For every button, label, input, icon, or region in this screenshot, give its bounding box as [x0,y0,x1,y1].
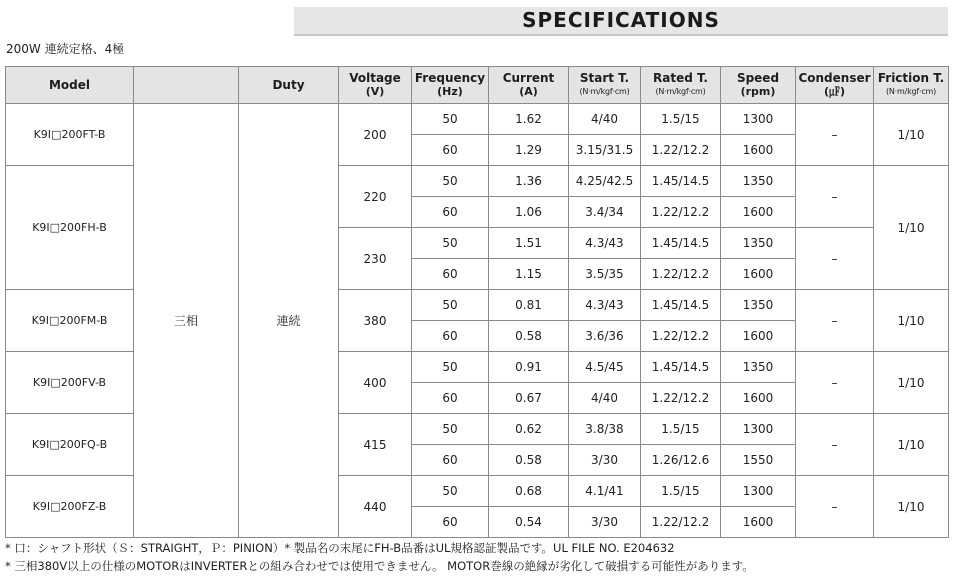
condenser-cell: – [796,290,874,352]
header-current [489,67,569,104]
speed-cell: 1350 [721,290,796,321]
current-cell: 1.06 [489,197,569,228]
header-start-t [569,67,641,104]
start-torque-cell: 4.25/42.5 [569,166,641,197]
rated-torque-cell: 1.22/12.2 [641,197,721,228]
rated-torque-cell: 1.22/12.2 [641,259,721,290]
speed-cell: 1350 [721,352,796,383]
frequency-cell: 60 [412,259,489,290]
current-cell: 1.36 [489,166,569,197]
friction-cell: 1/10 [874,166,949,290]
page-title: SPECIFICATIONS [522,8,720,32]
speed-cell: 1300 [721,104,796,135]
header-voltage-label: Voltage [349,71,401,85]
table-row [6,104,949,135]
current-cell: 1.15 [489,259,569,290]
speed-cell: 1600 [721,259,796,290]
voltage-cell: 400 [339,352,412,414]
current-cell: 0.58 [489,321,569,352]
frequency-cell: 50 [412,290,489,321]
current-cell: 0.62 [489,414,569,445]
frequency-cell: 60 [412,135,489,166]
rated-torque-cell: 1.26/12.6 [641,445,721,476]
condenser-cell: – [796,104,874,166]
header-condenser-unit: (㎌) [823,85,846,98]
speed-cell: 1600 [721,507,796,538]
model-name-cell: K9I□200FM-B [6,290,134,352]
rated-torque-cell: 1.22/12.2 [641,383,721,414]
start-torque-cell: 4.3/43 [569,290,641,321]
duty-cell: 連続 [239,104,339,538]
current-cell: 0.58 [489,445,569,476]
current-cell: 1.29 [489,135,569,166]
start-torque-cell: 3.8/38 [569,414,641,445]
header-rated-t [641,67,721,104]
start-torque-cell: 4.5/45 [569,352,641,383]
header-speed-unit: (rpm) [740,85,776,98]
start-torque-cell: 3/30 [569,507,641,538]
start-torque-cell: 3.15/31.5 [569,135,641,166]
voltage-cell: 230 [339,228,412,290]
header-condenser-label: Condenser [798,71,871,85]
current-cell: 0.54 [489,507,569,538]
friction-cell: 1/10 [874,476,949,538]
header-row [6,67,949,104]
header-rated-t-unit: (N·m/kgf·cm) [655,87,706,96]
speed-cell: 1600 [721,197,796,228]
model-name-cell: K9I□200FQ-B [6,414,134,476]
condenser-cell: – [796,476,874,538]
header-voltage-unit: (V) [365,85,385,98]
header-rated-t-label: Rated T. [653,71,708,85]
condenser-cell: – [796,228,874,290]
speed-cell: 1600 [721,135,796,166]
header-model [6,67,134,104]
current-cell: 0.81 [489,290,569,321]
current-cell: 0.68 [489,476,569,507]
start-torque-cell: 4.3/43 [569,228,641,259]
header-frequency-unit: (Hz) [437,85,463,98]
header-current-label: Current [502,71,555,85]
frequency-cell: 60 [412,321,489,352]
start-torque-cell: 3/30 [569,445,641,476]
footnote: * 三相380V以上の仕様のMOTORはINVERTERとの組み合わせでは使用できません。 MOTOR巻線の絶縁が劣化して破損する可能性があります。 [5,559,754,573]
header-speed [721,67,796,104]
condenser-cell: – [796,352,874,414]
start-torque-cell: 3.4/34 [569,197,641,228]
rated-torque-cell: 1.5/15 [641,104,721,135]
speed-cell: 1600 [721,321,796,352]
frequency-cell: 50 [412,352,489,383]
model-name-cell: K9I□200FZ-B [6,476,134,538]
speed-cell: 1350 [721,228,796,259]
frequency-cell: 50 [412,104,489,135]
rated-torque-cell: 1.45/14.5 [641,228,721,259]
rated-torque-cell: 1.45/14.5 [641,290,721,321]
footnote: * 口：シャフト形状（Ｓ：STRAIGHT，Ｐ：PINION）* 製品名の末尾にFH-B品番はUL規格認証製品です。UL FILE NO. E204632 [5,541,675,555]
start-torque-cell: 3.5/35 [569,259,641,290]
voltage-cell: 440 [339,476,412,538]
current-cell: 1.51 [489,228,569,259]
rated-torque-cell: 1.5/15 [641,476,721,507]
rated-torque-cell: 1.22/12.2 [641,321,721,352]
voltage-cell: 415 [339,414,412,476]
header-friction [874,67,949,104]
speed-cell: 1300 [721,414,796,445]
header-frequency-label: Frequency [414,71,486,85]
spec-table-body [6,104,949,538]
frequency-cell: 50 [412,166,489,197]
header-start-t-label: Start T. [579,71,630,85]
current-cell: 0.67 [489,383,569,414]
model-name-cell: K9I□200FV-B [6,352,134,414]
speed-cell: 1550 [721,445,796,476]
current-cell: 1.62 [489,104,569,135]
rated-torque-cell: 1.45/14.5 [641,166,721,197]
model-name-cell: K9I□200FT-B [6,104,134,166]
start-torque-cell: 4.1/41 [569,476,641,507]
frequency-cell: 50 [412,228,489,259]
current-cell: 0.91 [489,352,569,383]
condenser-cell: – [796,166,874,228]
frequency-cell: 50 [412,476,489,507]
footnotes [5,539,754,575]
header-speed-label: Speed [736,71,780,85]
rated-torque-cell: 1.22/12.2 [641,135,721,166]
frequency-cell: 60 [412,383,489,414]
friction-cell: 1/10 [874,104,949,166]
friction-cell: 1/10 [874,414,949,476]
frequency-cell: 60 [412,507,489,538]
friction-cell: 1/10 [874,352,949,414]
speed-cell: 1300 [721,476,796,507]
rated-torque-cell: 1.45/14.5 [641,352,721,383]
model-name-cell: K9I□200FH-B [6,166,134,290]
header-condenser [796,67,874,104]
header-duty [239,67,339,104]
voltage-cell: 220 [339,166,412,228]
header-frequency [412,67,489,104]
header-friction-unit: (N·m/kgf·cm) [885,87,937,96]
voltage-cell: 380 [339,290,412,352]
frequency-cell: 60 [412,197,489,228]
header-duty-label: Duty [272,77,305,92]
header-friction-label: Friction T. [877,71,945,85]
start-torque-cell: 4/40 [569,383,641,414]
condenser-cell: – [796,414,874,476]
header-current-unit: (A) [519,85,538,98]
voltage-cell: 200 [339,104,412,166]
header-phase [134,67,239,104]
header-start-t-unit: (N·m/kgf·cm) [579,87,630,96]
spec-table [5,66,949,538]
rated-torque-cell: 1.5/15 [641,414,721,445]
start-torque-cell: 4/40 [569,104,641,135]
speed-cell: 1600 [721,383,796,414]
subtitle: 200W 連続定格、4極 [6,42,125,56]
rated-torque-cell: 1.22/12.2 [641,507,721,538]
speed-cell: 1350 [721,166,796,197]
header-model-label: Model [48,77,91,92]
friction-cell: 1/10 [874,290,949,352]
phase-cell: 三相 [134,104,239,538]
frequency-cell: 60 [412,445,489,476]
header-voltage [339,67,412,104]
start-torque-cell: 3.6/36 [569,321,641,352]
frequency-cell: 50 [412,414,489,445]
